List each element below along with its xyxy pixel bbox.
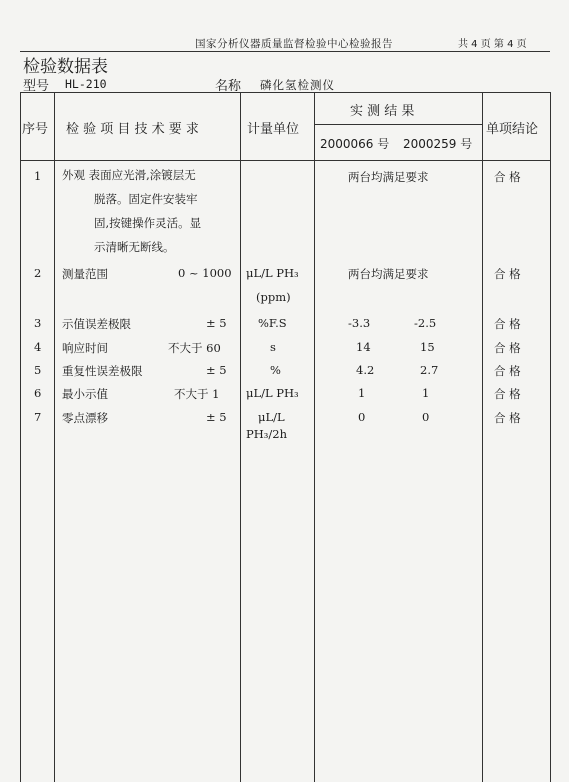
row-7-result-2: 0 — [422, 410, 430, 424]
row-4-unit: s — [270, 340, 276, 354]
header-result: 实 测 结 果 — [350, 104, 415, 119]
row-4-result-2: 15 — [420, 340, 435, 354]
row-7-conclusion: 合 格 — [494, 411, 521, 425]
page-info: 共 4 页 第 4 页 — [458, 39, 527, 50]
doc-title: 检验数据表 — [23, 57, 108, 77]
row-7-unit: μL/L — [258, 410, 285, 424]
row-4-result-1: 14 — [356, 340, 371, 354]
row-2-spec: 0 ~ 1000 — [178, 266, 232, 280]
header-item: 检 验 项 目 技 术 要 求 — [66, 122, 199, 137]
row-5-spec: ± 5 — [206, 363, 227, 377]
row-6-unit: μL/L PH₃ — [246, 386, 299, 400]
table-top-border — [20, 92, 550, 93]
row-7-seq: 7 — [34, 410, 42, 424]
row-4-item: 响应时间 — [62, 341, 108, 355]
name-value: 磷化氢检测仪 — [260, 78, 335, 92]
table-left-border — [20, 92, 21, 782]
col-divider-unit — [314, 92, 315, 782]
row-7-item: 零点漂移 — [62, 411, 108, 425]
row-6-spec: 不大于 1 — [174, 387, 220, 401]
row-5-unit: % — [270, 363, 281, 377]
row-3-seq: 3 — [34, 316, 42, 330]
model-value: HL-210 — [65, 77, 107, 91]
table-right-border — [550, 92, 551, 782]
model-label: 型号 — [23, 79, 50, 94]
result-subheader-border — [314, 124, 482, 125]
table-header-bottom-border — [20, 160, 550, 161]
report-header-title: 国家分析仪器质量监督检验中心检验报告 — [195, 38, 393, 50]
row-3-unit: %F.S — [258, 316, 287, 330]
header-seq: 序号 — [22, 122, 49, 137]
row-5-result-2: 2.7 — [420, 363, 439, 377]
row-3-result-2: -2.5 — [414, 316, 437, 330]
row-6-item: 最小示值 — [62, 387, 108, 401]
row-1-req-line-2: 脱落。固定件安装牢 — [94, 192, 198, 206]
row-5-item: 重复性误差极限 — [62, 364, 143, 378]
row-2-unit: μL/L PH₃ — [246, 266, 299, 280]
header-sample-2: 2000259 号 — [403, 137, 473, 151]
row-1-result: 两台均满足要求 — [348, 170, 429, 184]
row-7-unit-2: PH₃/2h — [246, 427, 287, 441]
row-5-seq: 5 — [34, 363, 42, 377]
header-conclusion: 单项结论 — [486, 122, 539, 137]
row-1-req-line-1: 外观 表面应光滑,涂镀层无 — [62, 168, 196, 182]
row-3-spec: ± 5 — [206, 316, 227, 330]
row-6-seq: 6 — [34, 386, 42, 400]
row-2-seq: 2 — [34, 266, 42, 280]
row-1-conclusion: 合 格 — [494, 170, 521, 184]
row-3-item: 示值误差极限 — [62, 317, 131, 331]
row-6-result-1: 1 — [358, 386, 366, 400]
col-divider-seq — [54, 92, 55, 782]
row-7-spec: ± 5 — [206, 410, 227, 424]
row-2-item: 测量范围 — [62, 267, 108, 281]
row-2-conclusion: 合 格 — [494, 267, 521, 281]
row-2-unit-2: (ppm) — [256, 290, 291, 304]
row-6-result-2: 1 — [422, 386, 430, 400]
row-1-req-line-3: 固,按键操作灵活。显 — [94, 216, 202, 230]
row-1-req-line-4: 示清晰无断线。 — [94, 240, 175, 254]
row-4-spec: 不大于 60 — [168, 341, 221, 355]
row-5-result-1: 4.2 — [356, 363, 375, 377]
header-unit: 计量单位 — [247, 122, 300, 137]
row-3-conclusion: 合 格 — [494, 317, 521, 331]
row-1-seq: 1 — [34, 169, 42, 183]
row-1-requirement — [62, 163, 242, 259]
row-4-seq: 4 — [34, 340, 42, 354]
row-7-result-1: 0 — [358, 410, 366, 424]
row-4-conclusion: 合 格 — [494, 341, 521, 355]
row-5-conclusion: 合 格 — [494, 364, 521, 378]
row-2-result: 两台均满足要求 — [348, 267, 429, 281]
name-label: 名称 — [215, 79, 242, 94]
row-6-conclusion: 合 格 — [494, 387, 521, 401]
col-divider-result — [482, 92, 483, 782]
row-3-result-1: -3.3 — [348, 316, 371, 330]
header-sample-1: 2000066 号 — [320, 137, 390, 151]
